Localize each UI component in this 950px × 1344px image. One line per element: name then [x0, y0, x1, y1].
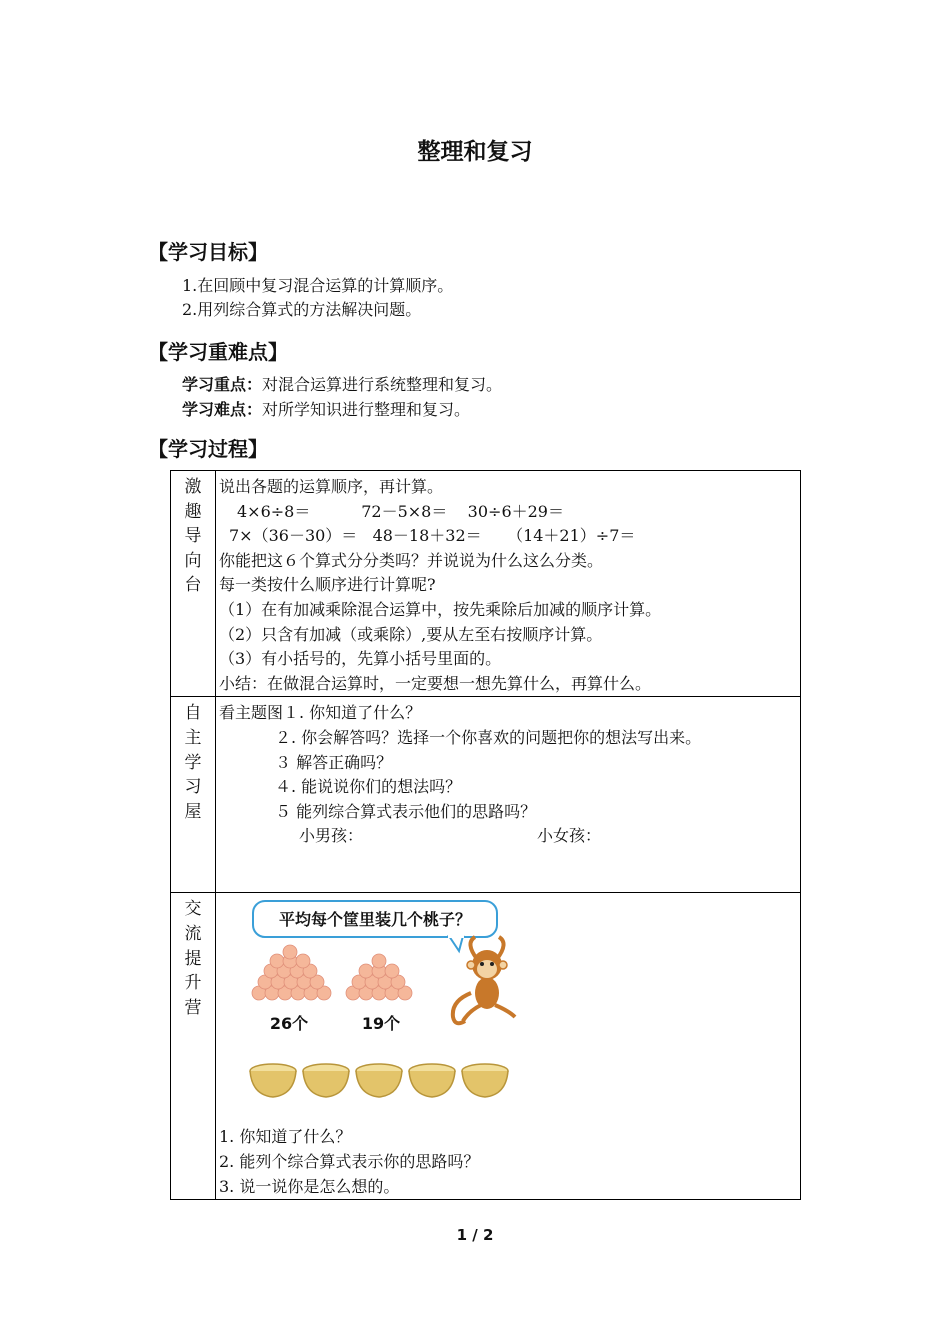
- row2-content: [216, 697, 801, 893]
- goals-heading: 【学习目标】: [148, 240, 268, 264]
- row2-line: 看主题图１. 你知道了什么？: [219, 703, 422, 723]
- basket-icon: [250, 1064, 296, 1097]
- focus-line: [182, 375, 502, 395]
- basket-row: [250, 1064, 508, 1097]
- row1-label: [171, 471, 216, 697]
- row2-label-char: 屋: [184, 801, 202, 822]
- row3-line: 2. 能列个综合算式表示你的思路吗？: [219, 1151, 480, 1171]
- row3-label: [171, 893, 216, 1200]
- peach-pile-1: [252, 945, 331, 1000]
- row2-label-char: 自: [184, 703, 202, 724]
- row2-line: ４. 能说说你们的想法吗？: [275, 777, 462, 797]
- row1-line: 说出各题的运算顺序，再计算。: [219, 477, 444, 496]
- bubble-text: 平均每个筐里装几个桃子？: [278, 910, 472, 930]
- count-label-2: 19个: [361, 1014, 401, 1034]
- peach-illustration: [219, 893, 519, 1121]
- table-row: [171, 893, 801, 1200]
- process-table: [170, 470, 801, 1200]
- speech-bubble: [253, 901, 497, 951]
- process-heading: 【学习过程】: [148, 437, 268, 461]
- row2-label-char: 主: [184, 727, 202, 748]
- count-label-1: 26个: [269, 1014, 309, 1034]
- row3-label-char: 流: [184, 923, 202, 944]
- row1-line: 小结：在做混合运算时，一定要想一想先算什么，再算什么。: [219, 673, 652, 693]
- monkey-icon: [453, 937, 515, 1023]
- row2-answer-line: [219, 824, 800, 849]
- girl-label: 小女孩：: [537, 826, 602, 846]
- row3-label-char: 升: [184, 973, 202, 994]
- row3-label-char: 提: [184, 948, 202, 969]
- row1-line: 你能把这６个算式分分类吗？并说说为什么这么分类。: [219, 550, 604, 570]
- boy-label: 小男孩：: [299, 826, 364, 846]
- peach-pile-2: [346, 954, 412, 1000]
- basket-icon: [303, 1064, 349, 1097]
- row3-line: 1. 你知道了什么？: [219, 1127, 352, 1147]
- key-points-heading: 【学习重难点】: [148, 340, 288, 364]
- row1-line: （1）在有加减乘除混合运算中，按先乘除后加减的顺序计算。: [219, 599, 662, 619]
- row3-label-char: 营: [184, 997, 202, 1018]
- row1-label-char: 激: [184, 477, 202, 497]
- row1-line: 7×（36－30）＝ 48－18＋32＝ （14＋21）÷7＝: [229, 526, 636, 546]
- page-title: 整理和复习: [417, 139, 533, 165]
- row2-line: ３ 解答正确吗？: [275, 752, 393, 772]
- row1-line: （3）有小括号的，先算小括号里面的。: [219, 649, 502, 669]
- row1-label-char: 台: [184, 575, 202, 596]
- basket-icon: [462, 1064, 508, 1097]
- row2-label-char: 习: [184, 777, 202, 798]
- row1-label-char: 导: [184, 526, 202, 547]
- row1-label-char: 趣: [184, 501, 202, 522]
- difficulty-label: 学习难点：: [182, 400, 263, 419]
- basket-icon: [409, 1064, 455, 1097]
- row2-label-char: 学: [184, 752, 202, 773]
- row1-line: 4×6÷8＝ 72－5×8＝ 30÷6＋29＝: [237, 501, 564, 521]
- row1-line: 每一类按什么顺序进行计算呢?: [219, 575, 436, 595]
- focus-label: 学习重点：: [182, 375, 263, 394]
- row3-line: 3. 说一说你是怎么想的。: [219, 1176, 400, 1196]
- row2-line: ５ 能列综合算式表示他们的思路吗？: [275, 801, 537, 821]
- page-number: 1 / 2: [456, 1226, 494, 1244]
- row3-content: [216, 893, 801, 1200]
- table-row: [171, 697, 801, 893]
- row2-label: [171, 697, 216, 893]
- table-row: [171, 471, 801, 697]
- row1-line: （2）只含有加减（或乘除）,要从左至右按顺序计算。: [219, 624, 603, 644]
- difficulty-line: [182, 400, 470, 420]
- peach-figure: [219, 893, 519, 1121]
- row1-content: [216, 471, 801, 697]
- difficulty-text: 对所学知识进行整理和复习。: [262, 400, 471, 419]
- row1-label-char: 向: [184, 550, 202, 571]
- goal-item-2: 2.用列综合算式的方法解决问题。: [182, 300, 422, 319]
- basket-icon: [356, 1064, 402, 1097]
- row2-line: ２. 你会解答吗？选择一个你喜欢的问题把你的想法写出来。: [275, 727, 702, 747]
- row3-label-char: 交: [184, 899, 202, 920]
- goal-item-1: 1.在回顾中复习混合运算的计算顺序。: [182, 276, 454, 295]
- focus-text: 对混合运算进行系统整理和复习。: [262, 375, 503, 394]
